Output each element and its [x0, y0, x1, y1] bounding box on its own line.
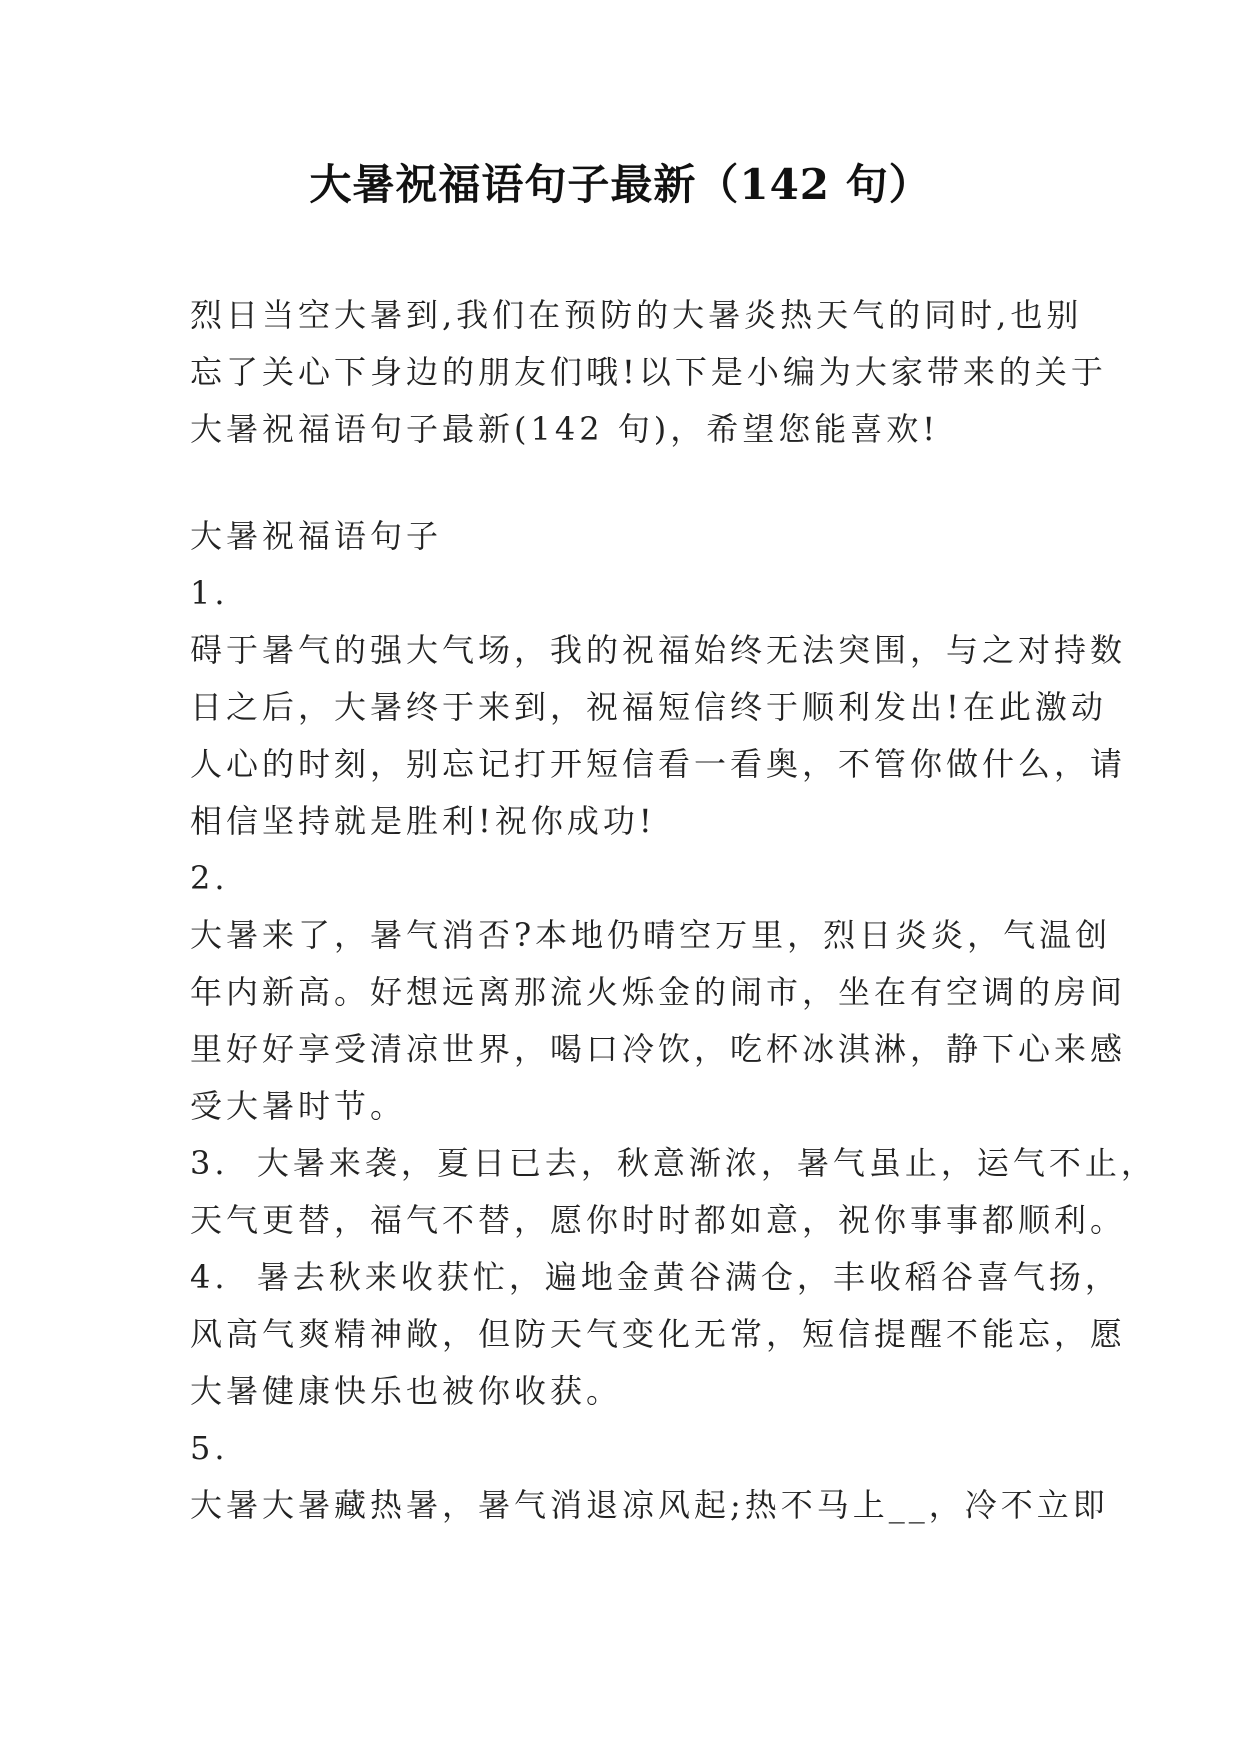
paragraph-gap: [190, 458, 1070, 508]
content-line: 碍于暑气的强大气场，我的祝福始终无法突围，与之对持数: [190, 631, 1127, 669]
content-line: 大暑来了，暑气消否?本地仍晴空万里，烈日炎炎，气温创: [190, 916, 1112, 954]
content-line: 大暑健康快乐也被你收获。: [190, 1372, 623, 1410]
document-title: 大暑祝福语句子最新（142 句）: [309, 160, 932, 209]
item-number: 5.: [190, 1429, 229, 1467]
intro-line: 大暑祝福语句子最新(142 句)，希望您能喜欢!: [190, 410, 940, 448]
document-body: [190, 287, 1157, 1534]
content-line: 大暑大暑藏热暑，暑气消退凉风起;热不马上__，冷不立即: [190, 1486, 1109, 1524]
content-line: 受大暑时节。: [190, 1087, 407, 1125]
section-heading: 大暑祝福语句子: [190, 517, 443, 555]
intro-line: 忘了关心下身边的朋友们哦!以下是小编为大家带来的关于: [190, 353, 1107, 391]
content-line: 人心的时刻，别忘记打开短信看一看奥，不管你做什么，请: [190, 745, 1127, 783]
content-line: 风高气爽精神敞，但防天气变化无常，短信提醒不能忘，愿: [190, 1315, 1127, 1353]
content-line: 日之后，大暑终于来到，祝福短信终于顺利发出!在此激动: [190, 688, 1107, 726]
content-line: 相信坚持就是胜利!祝你成功!: [190, 802, 656, 840]
content-line: 4. 暑去秋来收获忙，遍地金黄谷满仓，丰收稻谷喜气扬，: [190, 1258, 1121, 1296]
item-number: 1.: [190, 574, 229, 612]
item-number: 2.: [190, 859, 229, 897]
content-line: 里好好享受清凉世界，喝口冷饮，吃杯冰淇淋，静下心来感: [190, 1030, 1127, 1068]
content-line: 天气更替，福气不替，愿你时时都如意，祝你事事都顺利。: [190, 1201, 1127, 1239]
content-line: 3. 大暑来袭，夏日已去，秋意渐浓，暑气虽止，运气不止，: [190, 1144, 1157, 1182]
intro-line: 烈日当空大暑到,我们在预防的大暑炎热天气的同时,也别: [190, 296, 1083, 334]
content-line: 年内新高。好想远离那流火烁金的闹市，坐在有空调的房间: [190, 973, 1127, 1011]
